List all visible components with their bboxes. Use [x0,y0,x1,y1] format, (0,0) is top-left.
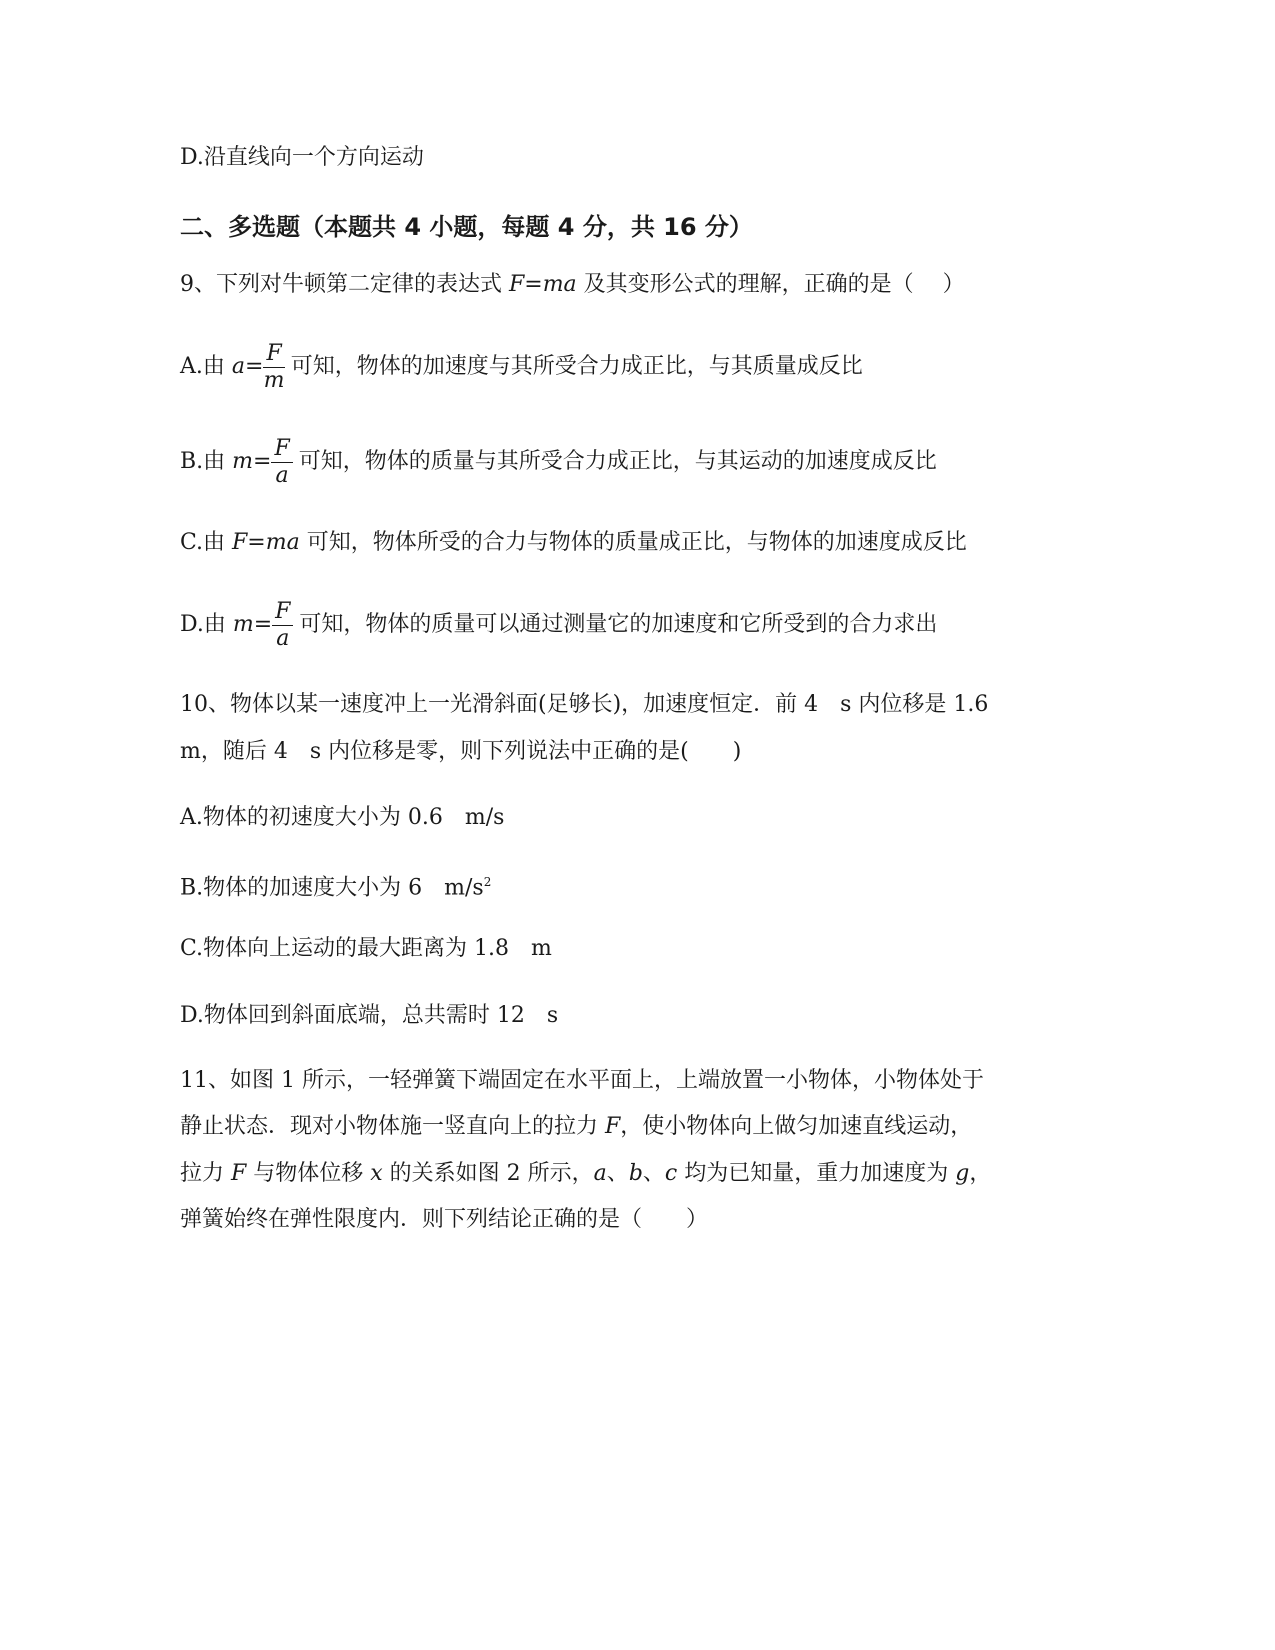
q10-stem-line-1: 10、物体以某一速度冲上一光滑斜面(足够长)，加速度恒定．前 4 s 内位移是 1.6 [180,692,989,717]
text: 与物体位移 [246,1161,371,1186]
variable-x: x [370,1161,383,1186]
q9-stem-formula: F=ma [509,272,577,297]
q9-option-a [180,340,863,394]
formula-lhs: m= [232,612,273,637]
q9-stem-pre: 9、下列对牛顿第二定律的表达式 [180,272,509,297]
fraction-denominator: a [275,462,289,488]
section-heading: 二、多选题（本题共 4 小题，每题 4 分，共 16 分） [180,213,753,241]
fraction [272,599,293,652]
formula-lhs: m= [232,449,272,474]
variable-g: g [955,1161,970,1186]
text: 拉力 [180,1161,231,1186]
text: 的关系如图 2 所示， [382,1161,594,1186]
text: ，使小物体向上做匀加速直线运动， [620,1114,973,1139]
superscript: 2 [483,875,492,889]
fraction-denominator: m [263,367,285,393]
option-label: D.由 [180,612,233,637]
option-label: B.由 [180,449,233,474]
q11-line-1: 11、如图 1 所示，一轻弹簧下端固定在水平面上，上端放置一小物体，小物体处于 [180,1068,984,1093]
q10-option-a: A.物体的初速度大小为 0.6 m/s [180,805,505,830]
q9-stem [180,270,965,300]
q11-line-3 [180,1159,991,1189]
fraction-numerator: F [272,599,293,626]
q11-line-4: 弹簧始终在弹性限度内．则下列结论正确的是（ ） [180,1207,709,1232]
q9-stem-post: 及其变形公式的理解，正确的是（ ） [576,272,965,297]
separator: 、 [642,1161,665,1186]
variable-F: F [231,1161,247,1186]
variable-c: c [664,1161,678,1186]
fraction [271,436,292,489]
option-label: A.由 [180,354,232,379]
fraction-denominator: a [276,625,290,651]
q10-option-d: D.物体回到斜面底端，总共需时 12 s [180,1003,559,1028]
formula-lhs: a= [231,354,264,379]
q9-option-d [180,598,937,652]
q10-option-b [180,867,491,903]
variable-a: a [593,1161,607,1186]
q9-option-c [180,528,967,558]
fraction [263,341,284,394]
option-text: 可知，物体的质量与其所受合力成正比，与其运动的加速度成反比 [298,449,937,474]
text: ， [969,1161,992,1186]
q8-option-d: D.沿直线向一个方向运动 [180,145,424,170]
option-text: 可知，物体所受的合力与物体的质量成正比，与物体的加速度成反比 [299,530,967,555]
separator: 、 [606,1161,629,1186]
variable-F: F [605,1114,621,1139]
q11-line-2 [180,1112,972,1142]
q9-option-b [180,435,937,489]
q10-stem-line-2: m，随后 4 s 内位移是零，则下列说法中正确的是( ) [180,739,742,764]
q10-option-c: C.物体向上运动的最大距离为 1.8 m [180,936,552,961]
variable-b: b [628,1161,643,1186]
option-text: 可知，物体的加速度与其所受合力成正比，与其质量成反比 [290,354,863,379]
option-text: B.物体的加速度大小为 6 m/s [180,875,484,901]
fraction-numerator: F [263,341,284,368]
formula: F=ma [232,530,300,555]
option-label: C.由 [180,530,233,555]
text: 均为已知量，重力加速度为 [677,1161,956,1186]
option-text: 可知，物体的质量可以通过测量它的加速度和它所受到的合力求出 [299,612,938,637]
fraction-numerator: F [271,436,292,463]
text: 静止状态．现对小物体施一竖直向上的拉力 [180,1114,605,1139]
